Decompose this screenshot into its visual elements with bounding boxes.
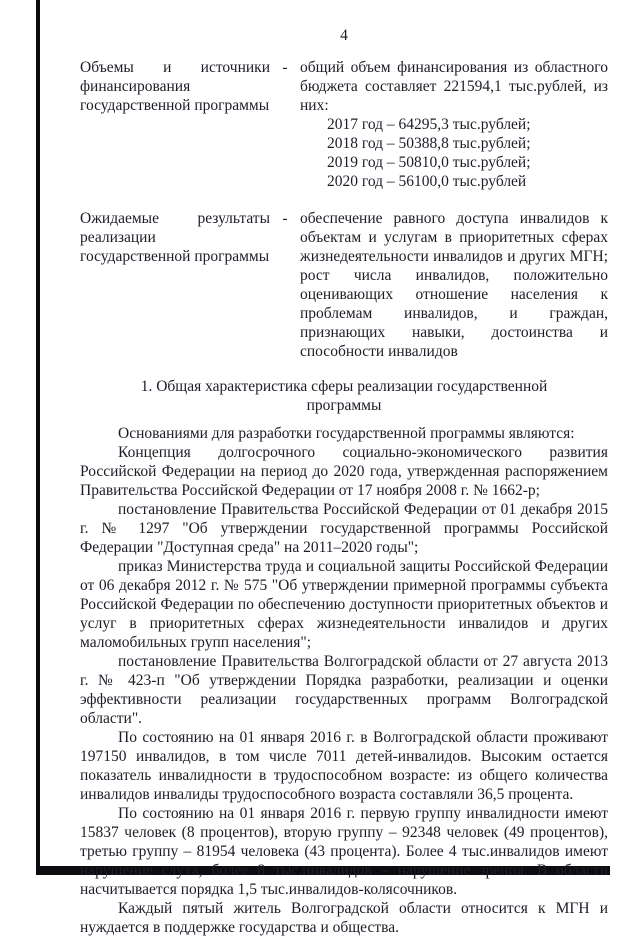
paragraph: Основаниями для разработки государственной программы являются:: [118, 425, 575, 442]
passport-row-expected-results: [80, 209, 608, 361]
funding-year-2020: 2020 год – 56100,0 тыс.рублей: [327, 173, 527, 190]
paragraph: По состоянию на 01 января 2016 г. в Волгоградской области проживают 197150 инвалидов, в том числе 7011 детей-инвалидов. Высоким остается показатель инвалидности в трудоспособном возрасте: из общего количества инвалидов инвалиды трудоспособного возраста составляли 36,5 процента.: [80, 729, 608, 803]
section-body: [80, 424, 608, 937]
passport-value-expected-results: обеспечение равного доступа инвалидов к объектам и услугам в приоритетных сферах жизнедеятельности инвалидов и других МГН; рост числа инвалидов, положительно оценивающих отношение населения к проблемам инвалидов, и граждан, признающих навыки, достоинства и способности инвалидов: [300, 210, 608, 360]
passport-dash: -: [282, 59, 288, 76]
funding-year-2017: 2017 год – 64295,3 тыс.рублей;: [327, 116, 531, 133]
paragraph: Концепция долгосрочного социально-экономического развития Российской Федерации на период до 2020 года, утвержденная распоряжением Правительства Российской Федерации от 17 ноября 2008 г. № 1662-р;: [80, 444, 608, 499]
funding-year-2019: 2019 год – 50810,0 тыс.рублей;: [327, 154, 531, 171]
passport-row-funding: [80, 58, 608, 191]
scan-border-left: [36, 0, 40, 875]
passport-label-expected-results: Ожидаемые результаты реализации государственной программы: [80, 210, 270, 265]
passport-label-funding: Объемы и источники финансирования государственной программы: [80, 59, 270, 114]
passport-dash: -: [282, 210, 288, 227]
paragraph: постановление Правительства Российской Федерации от 01 декабря 2015 г. № 1297 "Об утверждении государственной программы Российской Федерации "Доступная среда" на 2011–2020 годы";: [80, 501, 608, 556]
passport-value-funding: [300, 58, 608, 191]
paragraph: постановление Правительства Волгоградской области от 27 августа 2013 г. № 423-п "Об утверждении Порядка разработки, реализации и оценки эффективности реализации государственных программ Волгоградской области".: [80, 653, 608, 727]
page-number: 4: [340, 27, 348, 44]
paragraph: приказ Министерства труда и социальной защиты Российской Федерации от 06 декабря 2012 г. № 575 "Об утверждении примерной программы субъекта Российской Федерации по обеспечению доступности приоритетных объектов и услуг в приоритетных сферах жизнедеятельности инвалидов и других маломобильных групп населения";: [80, 558, 608, 651]
program-passport-table: [80, 58, 608, 361]
funding-intro-text: общий объем финансирования из областного бюджета составляет 221594,1 тыс.рублей, из них:: [300, 59, 608, 114]
section-heading: 1. Общая характеристика сферы реализации государственной программы: [140, 378, 548, 414]
paragraph: По состоянию на 01 января 2016 г. первую группу инвалидности имеют 15837 человек (8 процентов), вторую группу – 92348 человек (49 процентов), третью группу – 81954 человека (43 процента). Более 4 тыс.инвалидов имеют нарушение слуха, более 8 тыс.инвалидов – нарушение зрения. В области насчитывается порядка 1,5 тыс.инвалидов-колясочников.: [80, 805, 608, 898]
funding-year-list: [300, 115, 608, 191]
page-content: [80, 0, 608, 937]
funding-year-2018: 2018 год – 50388,8 тыс.рублей;: [327, 135, 531, 152]
paragraph: Каждый пятый житель Волгоградской области относится к МГН и нуждается в поддержке государства и общества.: [80, 900, 608, 936]
